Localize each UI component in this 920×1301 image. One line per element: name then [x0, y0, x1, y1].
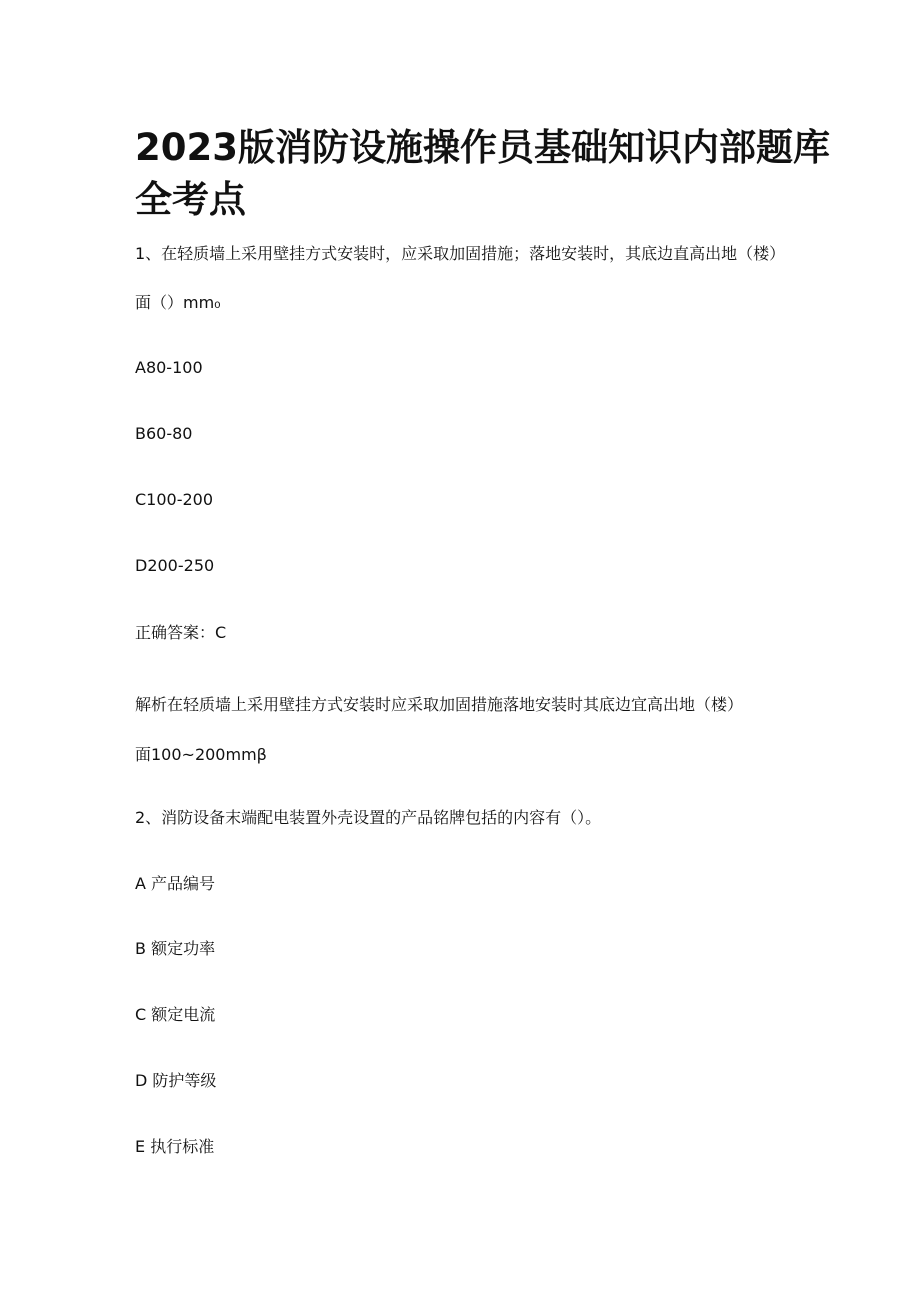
question-1-stem-line-2: 面（）mm₀ — [135, 293, 221, 312]
question-2-option-b: B 额定功率 — [135, 939, 216, 958]
question-1-answer: 正确答案：C — [135, 623, 227, 642]
question-1-option-d: D200-250 — [135, 556, 215, 575]
question-1-option-b: B60-80 — [135, 424, 193, 443]
page-title — [135, 122, 830, 226]
question-1-analysis-line-2: 面100~200mmβ — [135, 745, 267, 764]
question-1-stem-line-1: 1、在轻质墙上采用壁挂方式安装时，应采取加固措施；落地安装时，其底边直高出地（楼） — [135, 244, 786, 263]
question-2-option-e: E 执行标准 — [135, 1137, 215, 1156]
question-1-analysis-line-1: 解析在轻质墙上采用壁挂方式安装时应采取加固措施落地安装时其底边宜高出地（楼） — [135, 695, 744, 714]
question-2-option-c: C 额定电流 — [135, 1005, 216, 1024]
page-title-line-1: 2023版消防设施操作员基础知识内部题库 — [135, 126, 830, 169]
question-2-stem-line-1: 2、消防设备末端配电装置外壳设置的产品铭牌包括的内容有（）。 — [135, 808, 602, 827]
question-1-option-a: A80-100 — [135, 358, 203, 377]
page-title-line-2: 全考点 — [135, 178, 246, 221]
question-1-option-c: C100-200 — [135, 490, 214, 509]
question-2-option-d: D 防护等级 — [135, 1071, 217, 1090]
question-2-option-a: A 产品编号 — [135, 874, 216, 893]
